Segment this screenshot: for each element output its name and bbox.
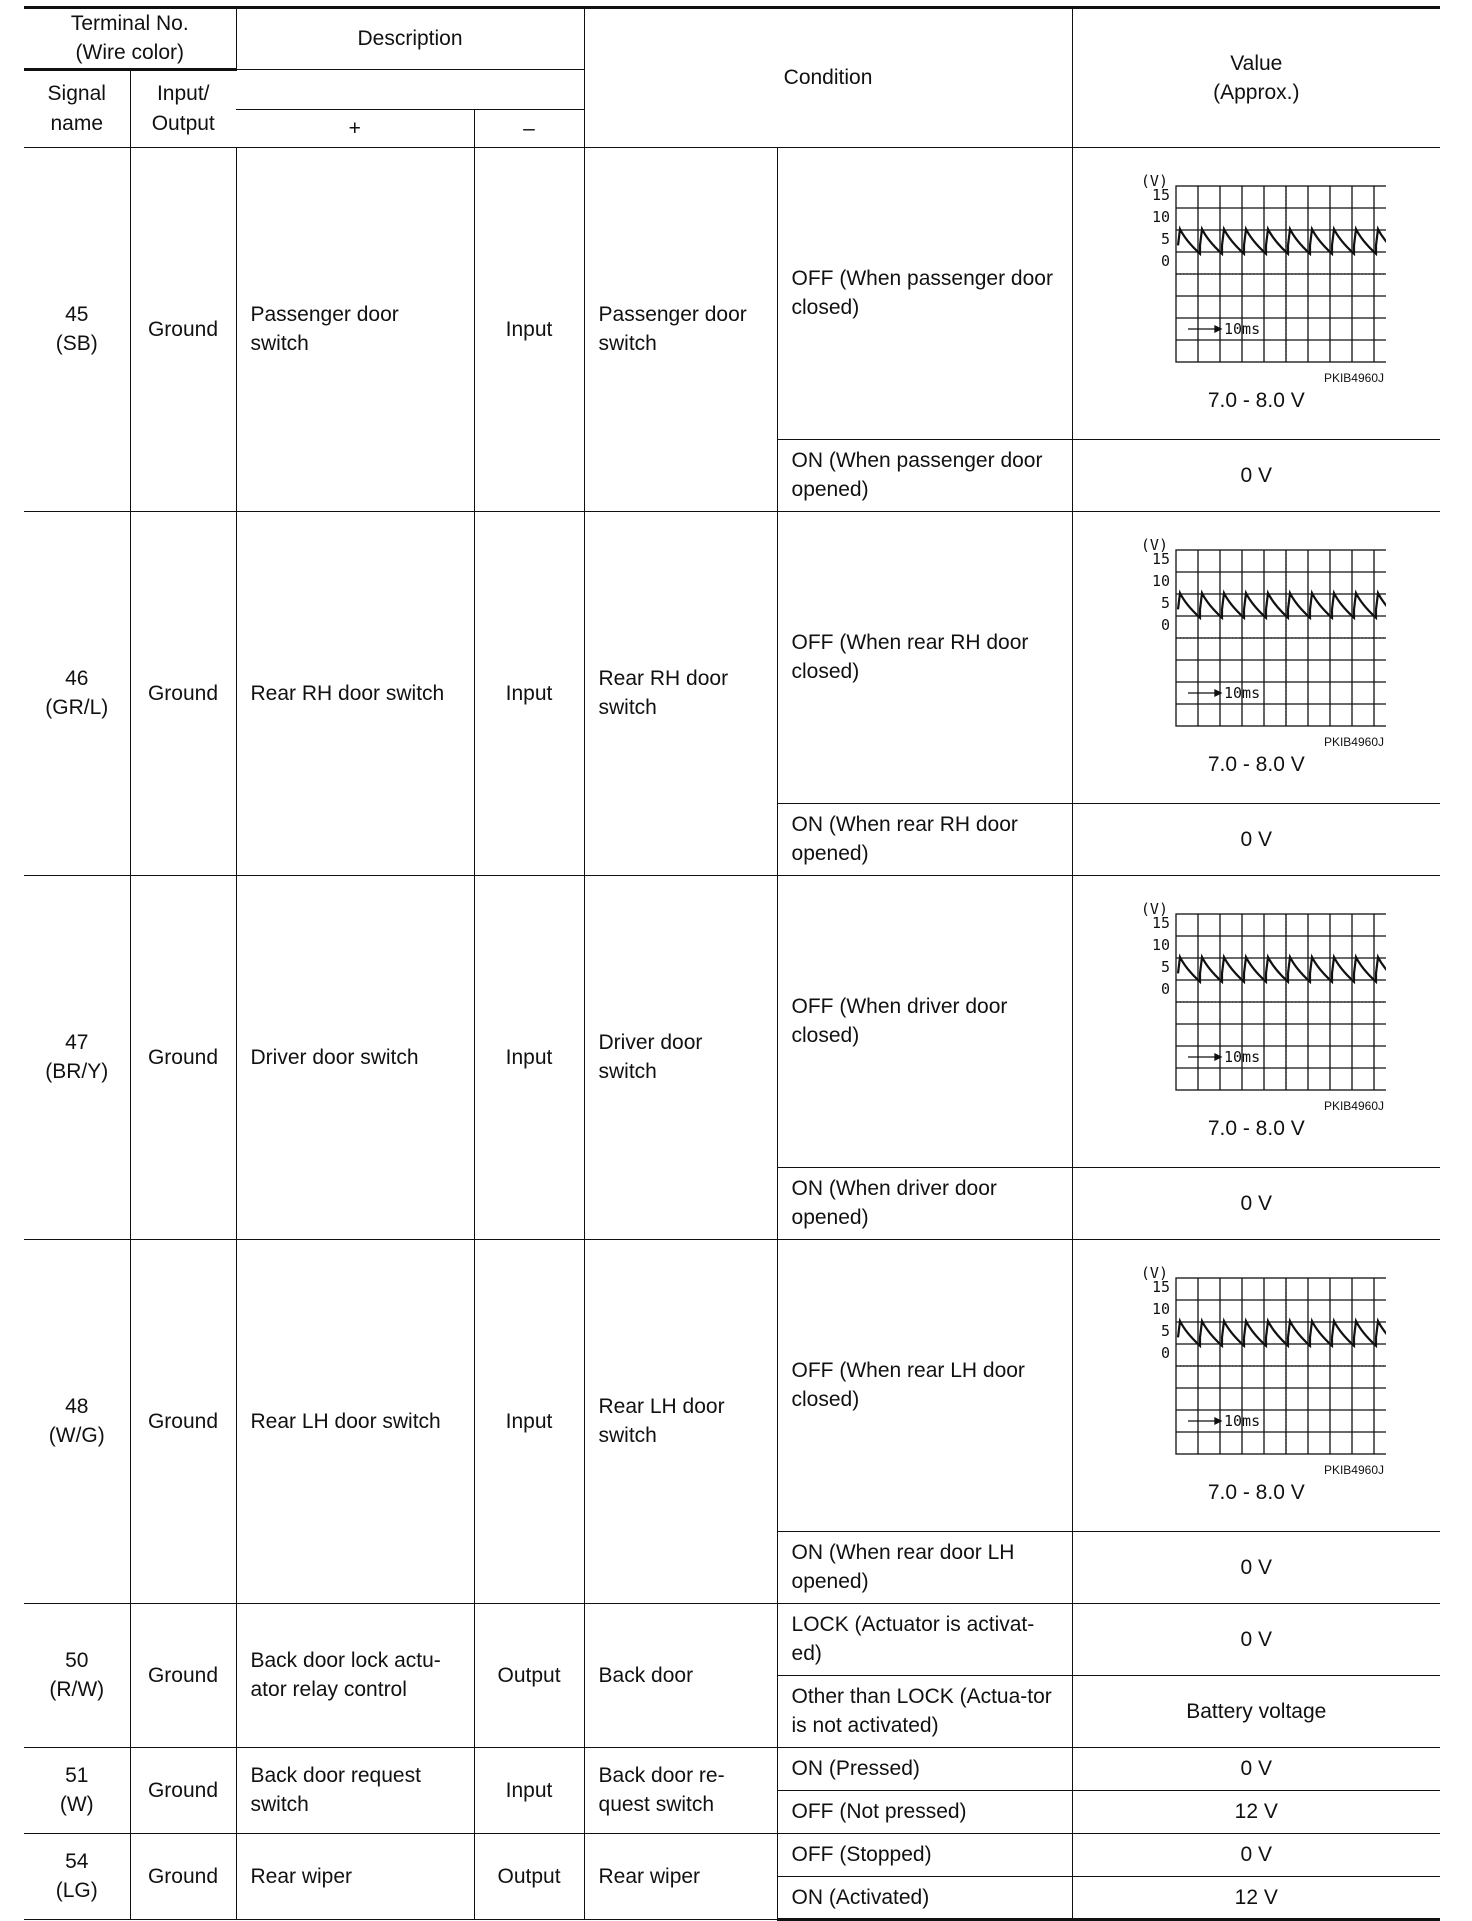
value-cell: 0 V <box>1072 803 1440 875</box>
value-cell-waveform <box>1072 875 1440 1167</box>
scope-y-tick: 10 <box>1152 207 1171 226</box>
time-division-marker <box>1188 690 1221 696</box>
table-row <box>24 511 1440 803</box>
terminal-number: 46 <box>65 666 89 690</box>
value-cell: 0 V <box>1072 1603 1440 1675</box>
oscilloscope-waveform <box>1126 536 1386 752</box>
state-cell: OFF (Stopped) <box>777 1833 1072 1876</box>
ground-cell: Ground <box>130 511 236 875</box>
plus-header: + <box>236 109 474 147</box>
terminal-cell <box>24 511 130 875</box>
header-row-1 <box>24 8 1440 70</box>
scope-y-unit: (V) <box>1141 1263 1169 1282</box>
terminal-number: 47 <box>65 1030 89 1054</box>
io-header <box>130 69 236 147</box>
scope-y-tick: 5 <box>1161 957 1171 976</box>
scope-y-unit: (V) <box>1141 171 1169 190</box>
signal-name-header: Signal name <box>24 69 130 147</box>
scope-trace <box>1178 957 1386 982</box>
table-row <box>24 147 1440 439</box>
io-label: Input/ Output <box>151 82 215 135</box>
scope-y-tick: 0 <box>1161 615 1171 634</box>
io-cell: Input <box>474 511 584 875</box>
state-cell: OFF (Not pressed) <box>777 1790 1072 1833</box>
wire-color: (SB) <box>55 332 98 356</box>
state-cell: LOCK (Actuator is activat-ed) <box>777 1603 1072 1675</box>
terminal-cell <box>24 1239 130 1603</box>
scope-y-tick: 10 <box>1152 935 1171 954</box>
io-cell: Output <box>474 1603 584 1747</box>
oscilloscope-waveform <box>1126 1264 1386 1480</box>
table-row <box>24 1833 1440 1876</box>
waveform-figure <box>1087 1264 1427 1480</box>
signal-name-cell: Back door request switch <box>236 1747 474 1833</box>
signal-name-cell: Rear wiper <box>236 1833 474 1919</box>
condition-cell: Rear wiper <box>584 1833 777 1919</box>
value-label: Value <box>1230 51 1283 75</box>
table-row <box>24 1239 1440 1531</box>
state-cell: OFF (When driver door closed) <box>777 875 1072 1167</box>
terminal-cell <box>24 1833 130 1919</box>
wire-color: (W/G) <box>48 1424 105 1448</box>
state-cell: ON (Activated) <box>777 1876 1072 1919</box>
terminal-number: 50 <box>65 1648 89 1672</box>
terminal-number: 54 <box>65 1849 89 1873</box>
value-cell-waveform <box>1072 147 1440 439</box>
state-cell: ON (Pressed) <box>777 1747 1072 1790</box>
table-row <box>24 1603 1440 1675</box>
state-cell: OFF (When rear RH door closed) <box>777 511 1072 803</box>
waveform-figure <box>1087 536 1427 752</box>
scope-y-unit: (V) <box>1141 899 1169 918</box>
condition-header: Condition <box>584 8 1072 148</box>
value-cell: 0 V <box>1072 1167 1440 1239</box>
value-text: 7.0 - 8.0 V <box>1207 752 1305 776</box>
condition-cell: Rear LH door switch <box>584 1239 777 1603</box>
terminal-cell <box>24 147 130 511</box>
figure-code: PKIB4960J <box>1324 1098 1385 1113</box>
time-division-label: 10ms <box>1224 683 1261 702</box>
io-cell: Input <box>474 147 584 511</box>
wire-color-label: (Wire color) <box>75 41 184 65</box>
value-cell-waveform <box>1072 511 1440 803</box>
scope-y-unit: (V) <box>1141 535 1169 554</box>
state-cell: OFF (When rear LH door closed) <box>777 1239 1072 1531</box>
value-text: 7.0 - 8.0 V <box>1207 1116 1305 1140</box>
terminal-cell <box>24 875 130 1239</box>
scope-y-tick: 15 <box>1152 185 1171 204</box>
value-cell: 0 V <box>1072 1747 1440 1790</box>
scope-trace <box>1178 229 1386 254</box>
scope-y-tick: 15 <box>1152 549 1171 568</box>
time-division-label: 10ms <box>1224 1047 1261 1066</box>
scope-y-tick: 0 <box>1161 979 1171 998</box>
value-header <box>1072 8 1440 148</box>
waveform-figure <box>1087 172 1427 388</box>
signal-name-cell: Driver door switch <box>236 875 474 1239</box>
scope-y-tick: 5 <box>1161 1321 1171 1340</box>
terminal-header <box>24 8 236 70</box>
scope-y-tick: 15 <box>1152 1277 1171 1296</box>
io-cell: Input <box>474 875 584 1239</box>
terminal-no-label: Terminal No. <box>70 12 189 35</box>
state-cell: Other than LOCK (Actua-tor is not activated) <box>777 1675 1072 1747</box>
scope-y-tick: 0 <box>1161 1343 1171 1362</box>
terminal-cell <box>24 1603 130 1747</box>
scope-y-tick: 15 <box>1152 913 1171 932</box>
figure-code: PKIB4960J <box>1324 370 1385 385</box>
time-division-marker <box>1188 1054 1221 1060</box>
wire-color: (GR/L) <box>45 696 109 720</box>
state-cell: ON (When passenger door opened) <box>777 439 1072 511</box>
table-row <box>24 875 1440 1167</box>
value-cell-waveform <box>1072 1239 1440 1531</box>
terminal-number: 51 <box>65 1763 89 1787</box>
condition-cell: Driver door switch <box>584 875 777 1239</box>
io-cell: Input <box>474 1747 584 1833</box>
scope-y-tick: 0 <box>1161 251 1171 270</box>
ground-cell: Ground <box>130 875 236 1239</box>
minus-header: – <box>474 109 584 147</box>
terminal-number: 48 <box>65 1394 89 1418</box>
io-cell: Output <box>474 1833 584 1919</box>
terminal-number: 45 <box>65 302 89 326</box>
scope-y-tick: 5 <box>1161 229 1171 248</box>
scope-trace <box>1178 1321 1386 1346</box>
io-cell: Input <box>474 1239 584 1603</box>
time-division-marker <box>1188 326 1221 332</box>
table-row <box>24 1747 1440 1790</box>
condition-cell: Passenger door switch <box>584 147 777 511</box>
value-cell: Battery voltage <box>1072 1675 1440 1747</box>
state-cell: ON (When rear RH door opened) <box>777 803 1072 875</box>
condition-cell: Back door <box>584 1603 777 1747</box>
wire-color: (W) <box>59 1793 94 1817</box>
ground-cell: Ground <box>130 1239 236 1603</box>
terminal-spec-document <box>24 6 1440 1909</box>
ground-cell: Ground <box>130 1603 236 1747</box>
wire-color: (BR/Y) <box>45 1060 109 1084</box>
time-division-label: 10ms <box>1224 1411 1261 1430</box>
value-cell: 0 V <box>1072 1531 1440 1603</box>
state-cell: ON (When driver door opened) <box>777 1167 1072 1239</box>
state-cell: OFF (When passenger door closed) <box>777 147 1072 439</box>
figure-code: PKIB4960J <box>1324 734 1385 749</box>
terminal-cell <box>24 1747 130 1833</box>
condition-cell: Rear RH door switch <box>584 511 777 875</box>
approx-label: (Approx.) <box>1213 80 1300 104</box>
terminal-spec-table <box>24 6 1440 1921</box>
time-division-marker <box>1188 1418 1221 1424</box>
state-cell: ON (When rear door LH opened) <box>777 1531 1072 1603</box>
scope-y-tick: 5 <box>1161 593 1171 612</box>
value-cell: 0 V <box>1072 1833 1440 1876</box>
oscilloscope-waveform <box>1126 900 1386 1116</box>
ground-cell: Ground <box>130 1833 236 1919</box>
oscilloscope-waveform <box>1126 172 1386 388</box>
condition-cell: Back door re-quest switch <box>584 1747 777 1833</box>
figure-code: PKIB4960J <box>1324 1462 1385 1477</box>
time-division-label: 10ms <box>1224 319 1261 338</box>
waveform-figure <box>1087 900 1427 1116</box>
value-cell: 12 V <box>1072 1876 1440 1919</box>
scope-y-tick: 10 <box>1152 1299 1171 1318</box>
value-text: 7.0 - 8.0 V <box>1207 388 1305 412</box>
signal-name-cell: Passenger door switch <box>236 147 474 511</box>
scope-trace <box>1178 593 1386 618</box>
wire-color: (R/W) <box>49 1678 105 1702</box>
ground-cell: Ground <box>130 147 236 511</box>
value-text: 7.0 - 8.0 V <box>1207 1480 1305 1504</box>
value-cell: 0 V <box>1072 439 1440 511</box>
signal-name-cell: Rear RH door switch <box>236 511 474 875</box>
scope-y-tick: 10 <box>1152 571 1171 590</box>
signal-name-cell: Rear LH door switch <box>236 1239 474 1603</box>
signal-name-cell: Back door lock actu-ator relay control <box>236 1603 474 1747</box>
value-cell: 12 V <box>1072 1790 1440 1833</box>
wire-color: (LG) <box>55 1879 98 1903</box>
ground-cell: Ground <box>130 1747 236 1833</box>
description-header: Description <box>236 8 584 70</box>
